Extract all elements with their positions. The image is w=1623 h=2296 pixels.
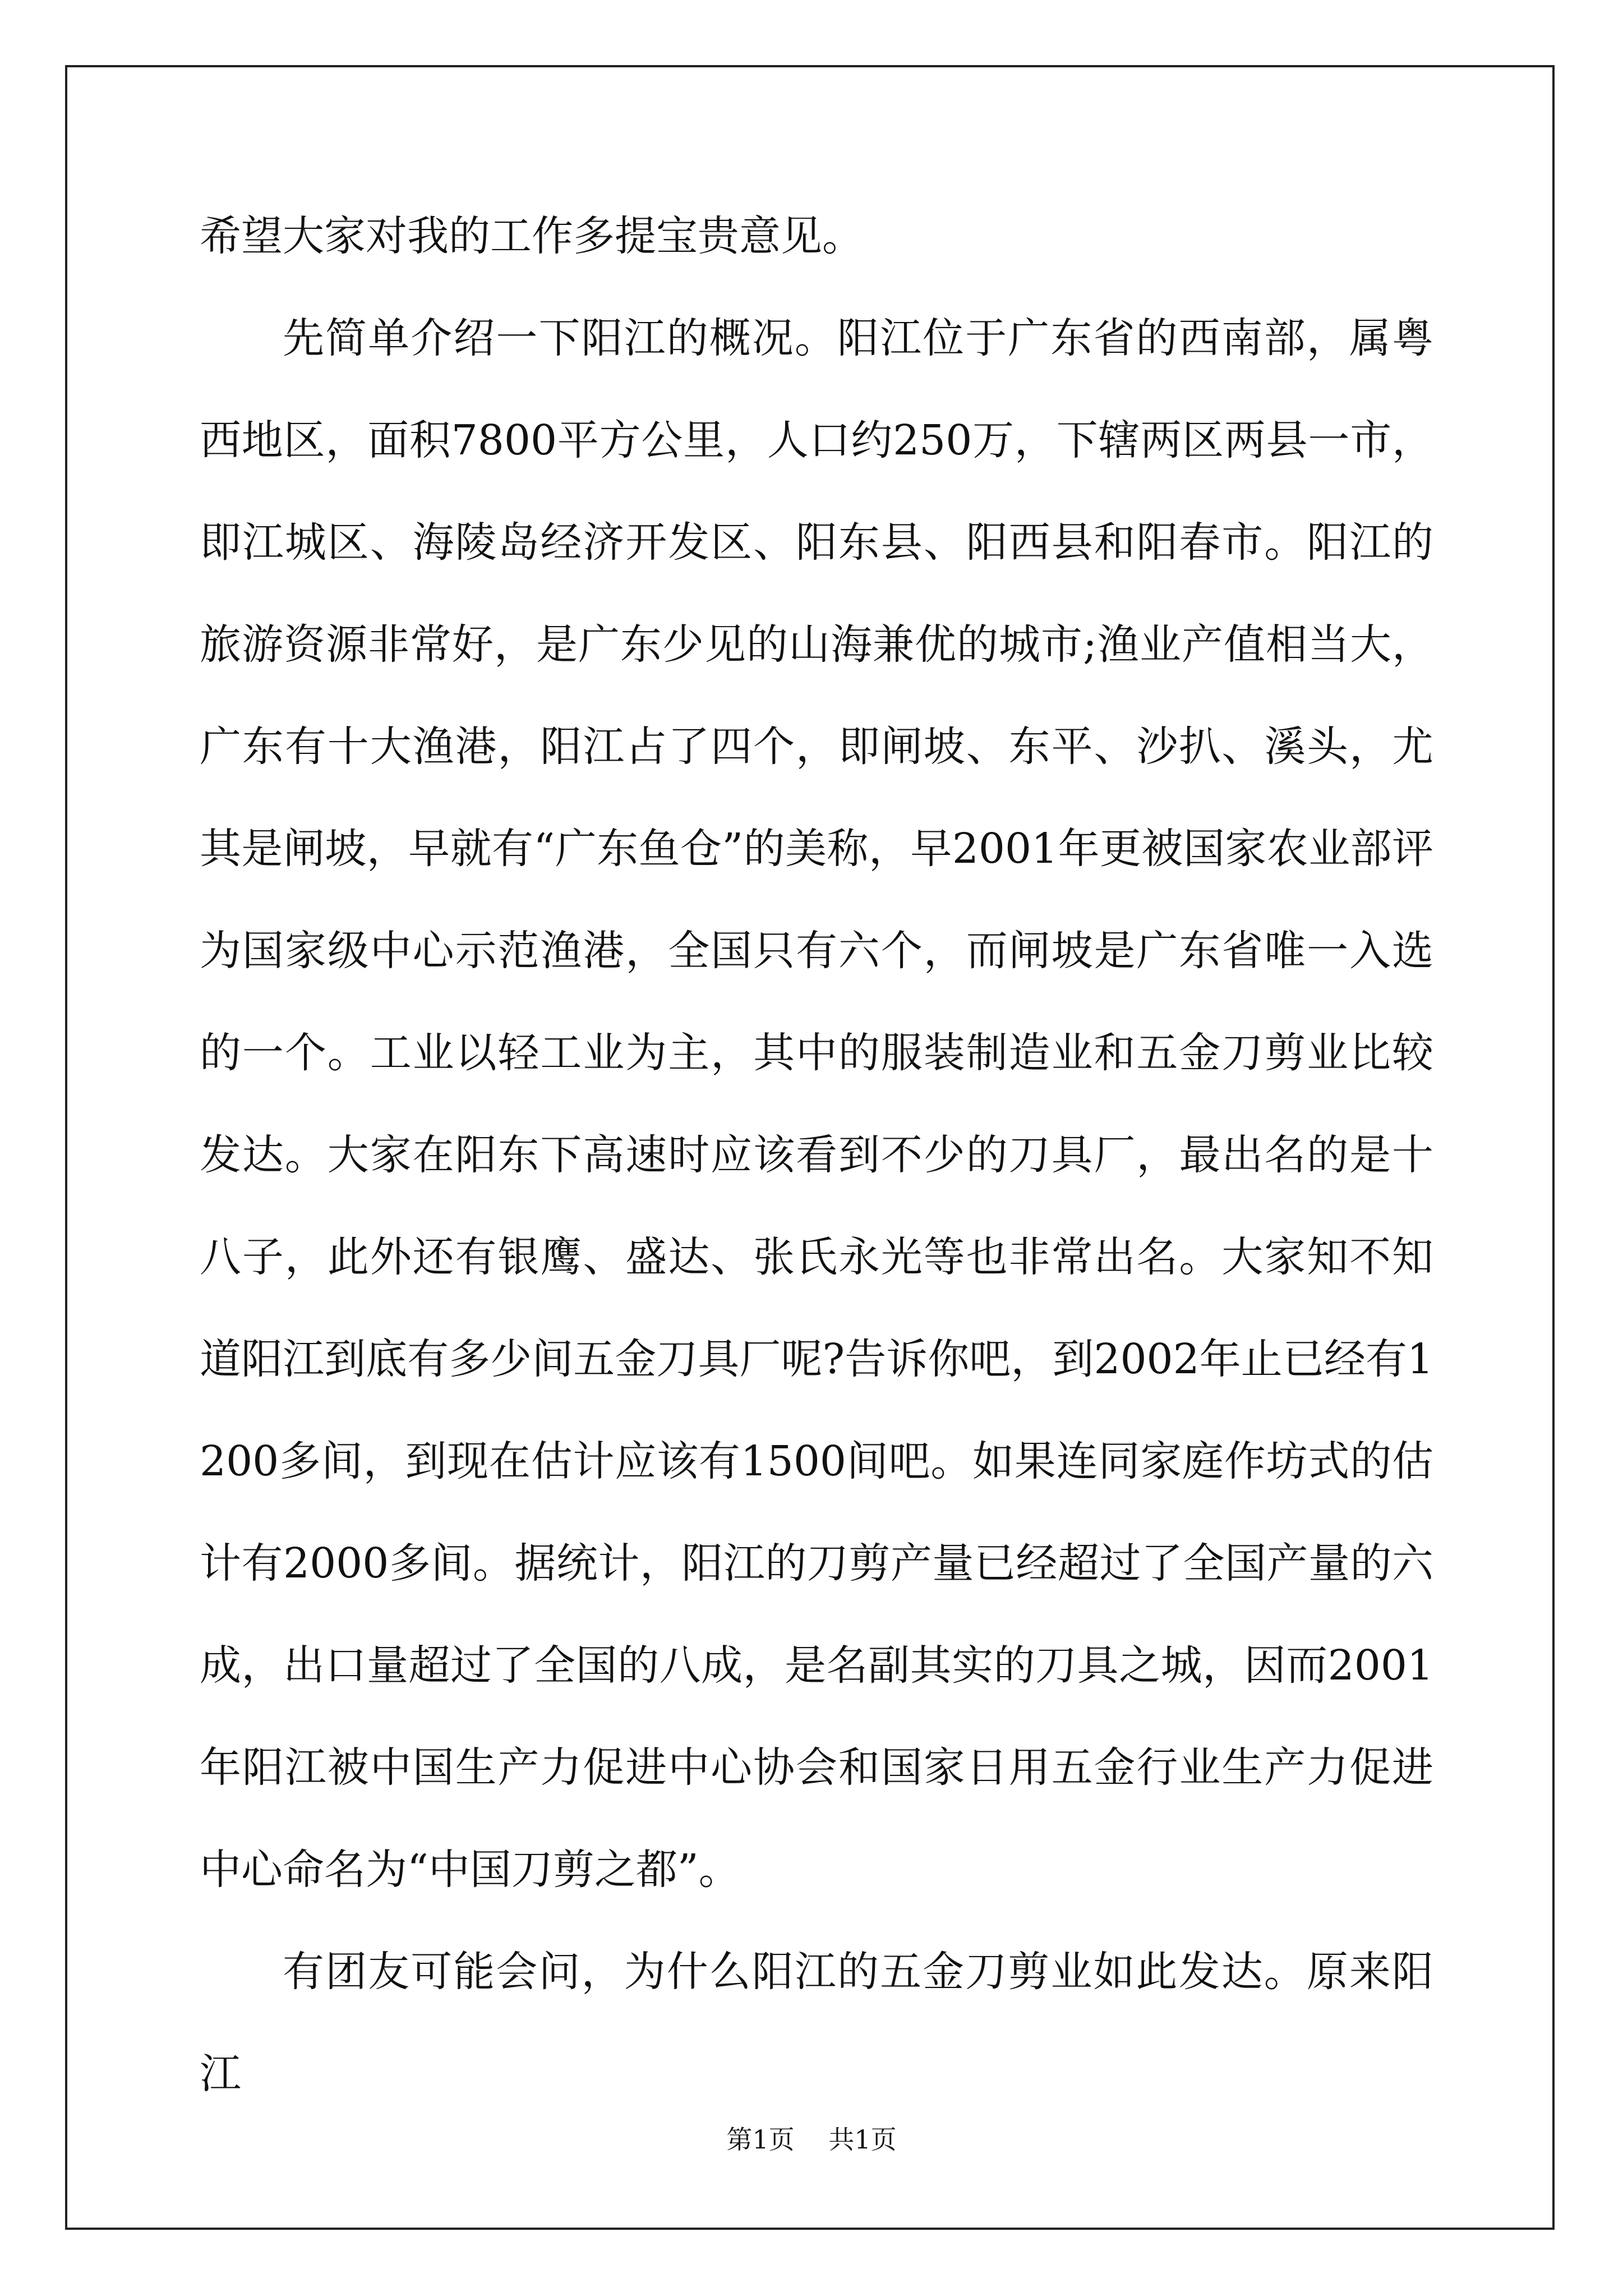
- paragraph-3: 有团友可能会问，为什么阳江的五金刀剪业如此发达。原来阳江: [200, 1948, 1433, 2098]
- paragraph-1: 希望大家对我的工作多提宝贵意见。: [200, 212, 864, 260]
- document-body: [200, 185, 1433, 2125]
- page-total: 共1页: [828, 2124, 897, 2155]
- page-number: 第1页: [726, 2124, 795, 2155]
- paragraph-2: 先简单介绍一下阳江的概况。阳江位于广东省的西南部，属粤西地区，面积7800平方公里，人口约250万，下辖两区两县一市，即江城区、海陵岛经济开发区、阳东县、阳西县和阳春市。阳江的旅游资源非常好，是广东少见的山海兼优的城市;渔业产值相当大，广东有十大渔港，阳江占了四个，即闸坡、东平、沙扒、溪头，尤其是闸坡，早就有“广东鱼仓”的美称，早2001年更被国家农业部评为国家级中心示范渔港，全国只有六个，而闸坡是广东省唯一入选的一个。工业以轻工业为主，其中的服装制造业和五金刀剪业比较发达。大家在阳东下高速时应该看到不少的刀具厂，最出名的是十八子，此外还有银鹰、盛达、张氏永光等也非常出名。大家知不知道阳江到底有多少间五金刀具厂呢?告诉你吧，到2002年止已经有1200多间，到现在估计应该有1500间吧。如果连同家庭作坊式的估计有2000多间。据统计，阳江的刀剪产量已经超过了全国产量的六成，出口量超过了全国的八成，是名副其实的刀具之城，因而2001年阳江被中国生产力促进中心协会和国家日用五金行业生产力促进中心命名为“中国刀剪之都”。: [200, 314, 1433, 1894]
- page-footer: [0, 2119, 1623, 2156]
